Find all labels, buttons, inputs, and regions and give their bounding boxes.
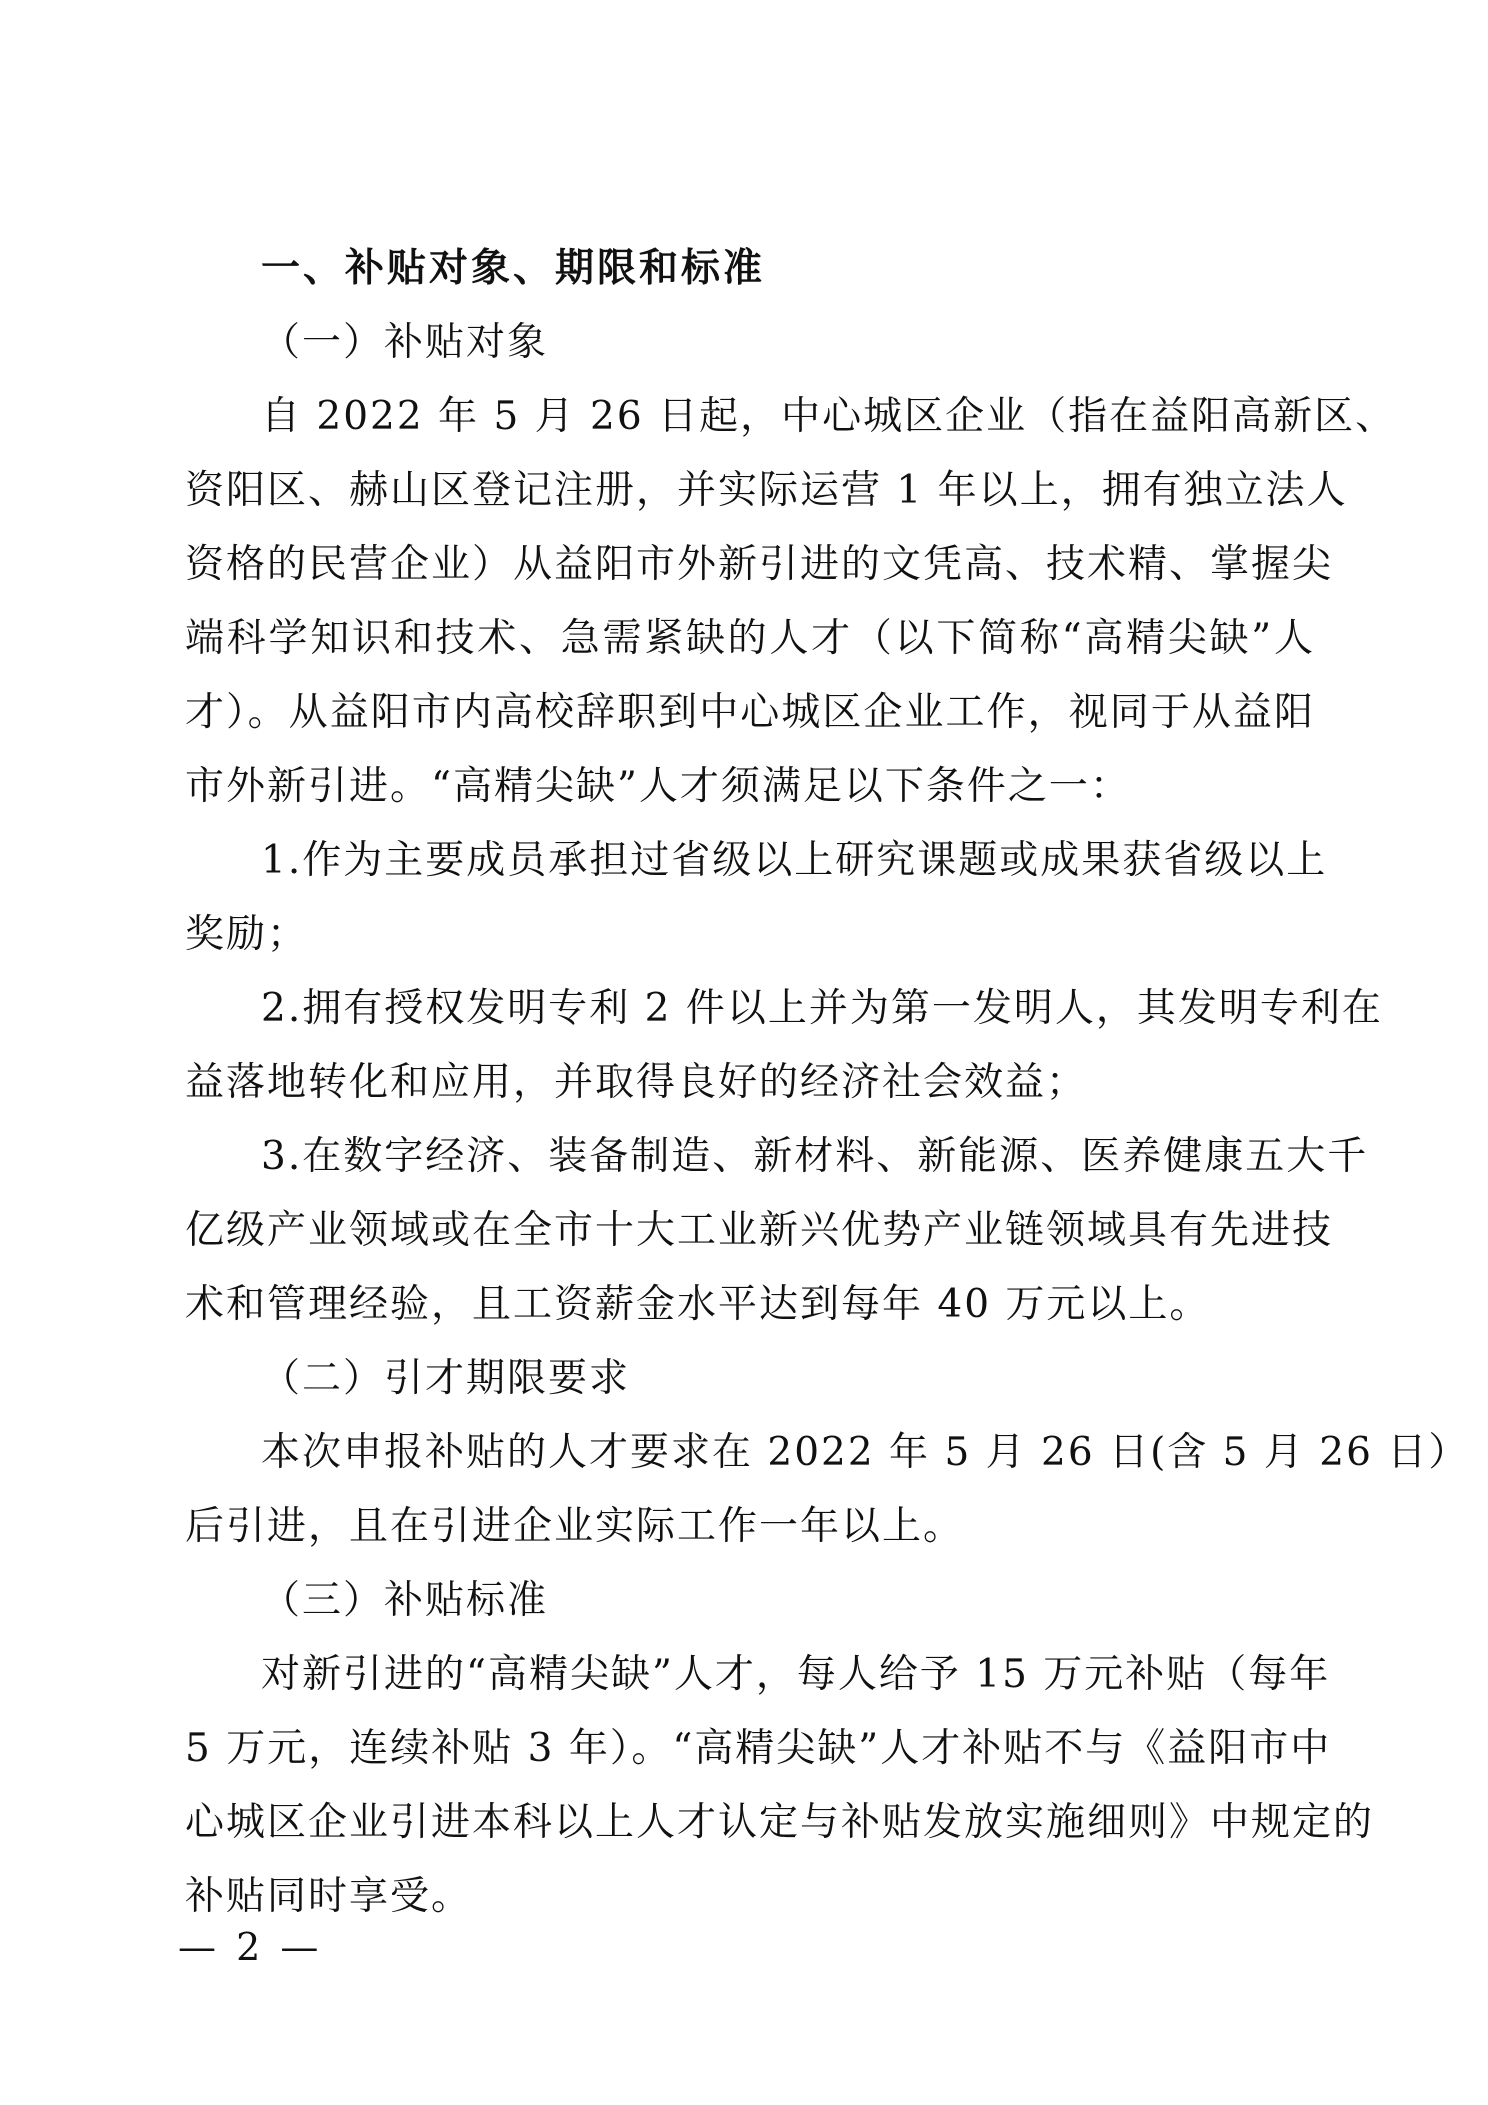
section-heading: 一、补贴对象、期限和标准: [261, 246, 766, 291]
subsection-title-subsidy-target: （一）补贴对象: [261, 320, 549, 365]
paragraph-line: 端科学知识和技术、急需紧缺的人才（以下简称“高精尖缺”人: [185, 616, 1315, 661]
subsection-title-subsidy-standard: （三）补贴标准: [261, 1578, 549, 1623]
paragraph-line: 自 2022 年 5 月 26 日起，中心城区企业（指在益阳高新区、: [261, 394, 1397, 439]
paragraph-line: 奖励；: [185, 912, 309, 957]
paragraph-line: 2.拥有授权发明专利 2 件以上并为第一发明人，其发明专利在: [261, 986, 1383, 1031]
paragraph-line: 对新引进的“高精尖缺”人才，每人给予 15 万元补贴（每年: [261, 1652, 1331, 1697]
paragraph-line: 5 万元，连续补贴 3 年）。“高精尖缺”人才补贴不与《益阳市中: [185, 1726, 1332, 1771]
paragraph-line: 本次申报补贴的人才要求在 2022 年 5 月 26 日(含 5 月 26 日）: [261, 1430, 1470, 1475]
paragraph-line: 术和管理经验，且工资薪金水平达到每年 40 万元以上。: [185, 1282, 1211, 1327]
paragraph-line: 3.在数字经济、装备制造、新材料、新能源、医养健康五大千: [261, 1134, 1369, 1179]
paragraph-line: 市外新引进。“高精尖缺”人才须满足以下条件之一：: [185, 764, 1131, 809]
paragraph-line: 亿级产业领域或在全市十大工业新兴优势产业链领域具有先进技: [185, 1208, 1334, 1253]
paragraph-line: 心城区企业引进本科以上人才认定与补贴发放实施细则》中规定的: [185, 1800, 1375, 1845]
paragraph-line: 才）。从益阳市内高校辞职到中心城区企业工作，视同于从益阳: [185, 690, 1315, 735]
paragraph-line: 补贴同时享受。: [185, 1874, 473, 1919]
paragraph-line: 后引进，且在引进企业实际工作一年以上。: [185, 1504, 965, 1549]
paragraph-subsidy-standard: [185, 1638, 1375, 1934]
paragraph-line: 资格的民营企业）从益阳市外新引进的文凭高、技术精、掌握尖: [185, 542, 1334, 587]
paragraph-line: 1.作为主要成员承担过省级以上研究课题或成果获省级以上: [261, 838, 1328, 883]
condition-item-2: [185, 972, 1383, 1120]
paragraph-line: 益落地转化和应用，并取得良好的经济社会效益；: [185, 1060, 1088, 1105]
subsection-title-period-requirement: （二）引才期限要求: [261, 1356, 631, 1401]
condition-item-1: [185, 824, 1328, 972]
paragraph-period-requirement: [185, 1416, 1470, 1564]
paragraph-subsidy-target: [185, 380, 1397, 824]
document-body: [185, 232, 1470, 1934]
condition-item-3: [185, 1120, 1369, 1342]
page-number: — 2 —: [178, 1925, 323, 1969]
paragraph-line: 资阳区、赫山区登记注册，并实际运营 1 年以上，拥有独立法人: [185, 468, 1348, 513]
